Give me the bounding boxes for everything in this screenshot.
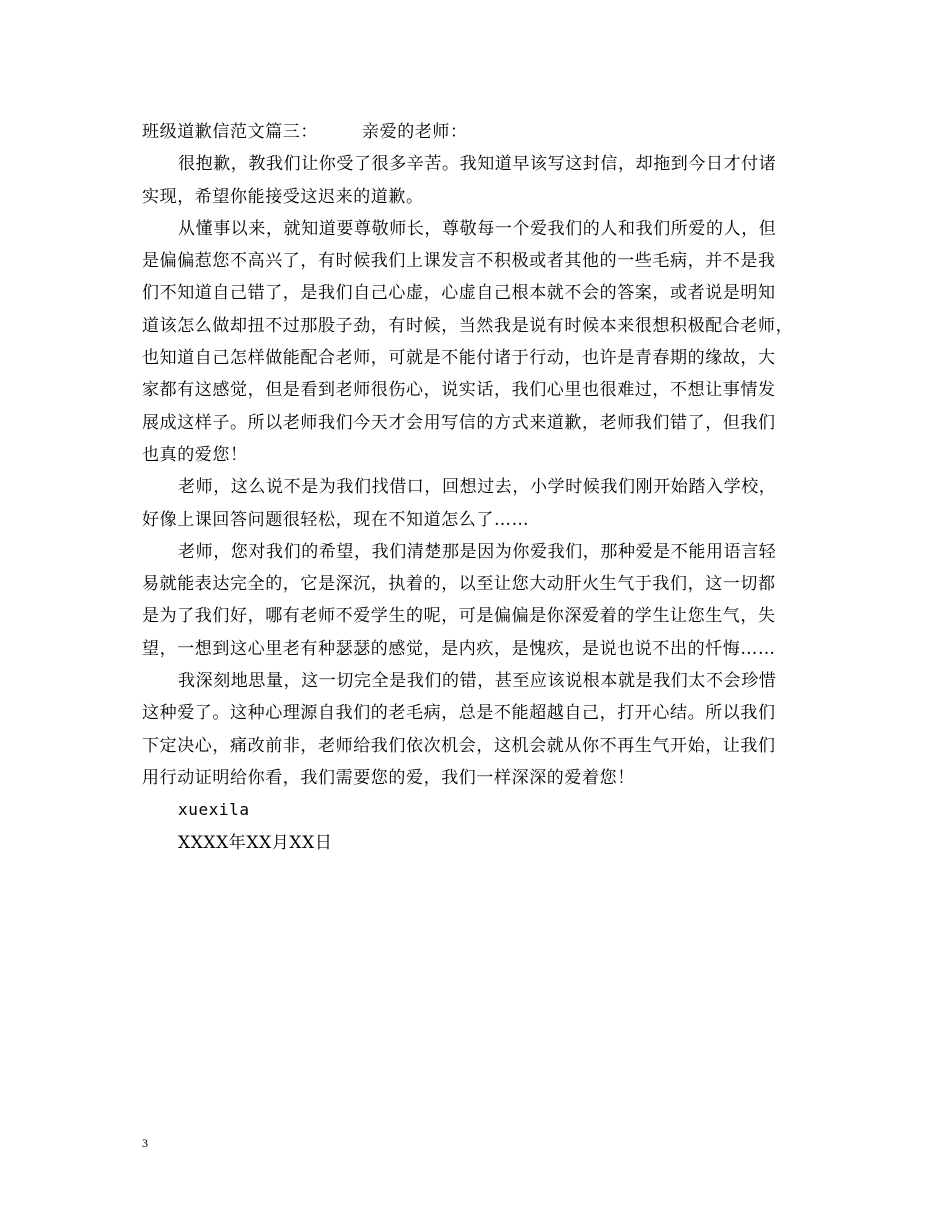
paragraph-line: 老师，这么说不是为我们找借口，回想过去，小学时候我们刚开始踏入学校，: [178, 477, 777, 498]
letter-body: [142, 116, 812, 859]
paragraph-line: 是偏偏惹您不高兴了，有时候我们上课发言不积极或者其他的一些毛病，并不是我: [142, 251, 776, 272]
letter-heading-line: [142, 116, 812, 148]
letter-salutation: 亲爱的老师：: [362, 122, 468, 142]
paragraph-5: [142, 665, 812, 794]
letter-heading: 班级道歉信范文篇三：: [142, 122, 318, 142]
paragraph-line: 实现，希望你能接受这迟来的道歉。: [142, 186, 424, 207]
paragraph-1: [142, 148, 812, 213]
paragraph-line: 好像上课回答问题很轻松，现在不知道怎么了……: [142, 509, 530, 530]
paragraph-line: 下定决心，痛改前非，老师给我们依次机会，这机会就从你不再生气开始，让我们: [142, 735, 776, 756]
paragraph-line: 展成这样子。所以老师我们今天才会用写信的方式来道歉，老师我们错了，但我们: [142, 412, 776, 433]
paragraph-line: 是为了我们好，哪有老师不爱学生的呢，可是偏偏是你深爱着的学生让您生气，失: [142, 606, 776, 627]
paragraph-line: 很抱歉，教我们让你受了很多辛苦。我知道早该写这封信，却拖到今日才付诸: [178, 154, 777, 175]
paragraph-line: 这种爱了。这种心理源自我们的老毛病，总是不能超越自己，打开心结。所以我们: [142, 703, 776, 724]
paragraph-2: [142, 213, 812, 471]
paragraph-line: 易就能表达完全的，它是深沉，执着的，以至让您大动肝火生气于我们，这一切都: [142, 574, 776, 595]
paragraph-line: 也真的爱您！: [142, 444, 248, 465]
page-number: 3: [142, 1136, 148, 1150]
signature: xuexila: [178, 800, 250, 820]
paragraph-4: [142, 536, 812, 665]
paragraph-3: [142, 471, 812, 536]
paragraph-line: 们不知道自己错了，是我们自己心虚，心虚自己根本就不会的答案，或者说是明知: [142, 283, 776, 304]
letter-date: XXXX年XX月XX日: [178, 832, 333, 853]
paragraph-line: 我深刻地思量，这一切完全是我们的错，甚至应该说根本就是我们太不会珍惜: [178, 671, 777, 692]
paragraph-line: 老师，您对我们的希望，我们清楚那是因为你爱我们，那种爱是不能用语言轻: [178, 541, 777, 562]
paragraph-line: 望，一想到这心里老有种瑟瑟的感觉，是内疚，是愧疚，是说也说不出的忏悔……: [142, 638, 776, 659]
paragraph-line: 道该怎么做却扭不过那股子劲，有时候，当然我是说有时候本来很想积极配合老师，: [142, 315, 794, 336]
paragraph-line: 家都有这感觉，但是看到老师很伤心，说实话，我们心里也很难过，不想让事情发: [142, 380, 776, 401]
paragraph-line: 用行动证明给你看，我们需要您的爱，我们一样深深的爱着您！: [142, 767, 635, 788]
paragraph-line: 也知道自己怎样做能配合老师，可就是不能付诸于行动，也许是青春期的缘故，大: [142, 348, 776, 369]
paragraph-line: 从懂事以来，就知道要尊敬师长，尊敬每一个爱我们的人和我们所爱的人，但: [178, 218, 777, 239]
